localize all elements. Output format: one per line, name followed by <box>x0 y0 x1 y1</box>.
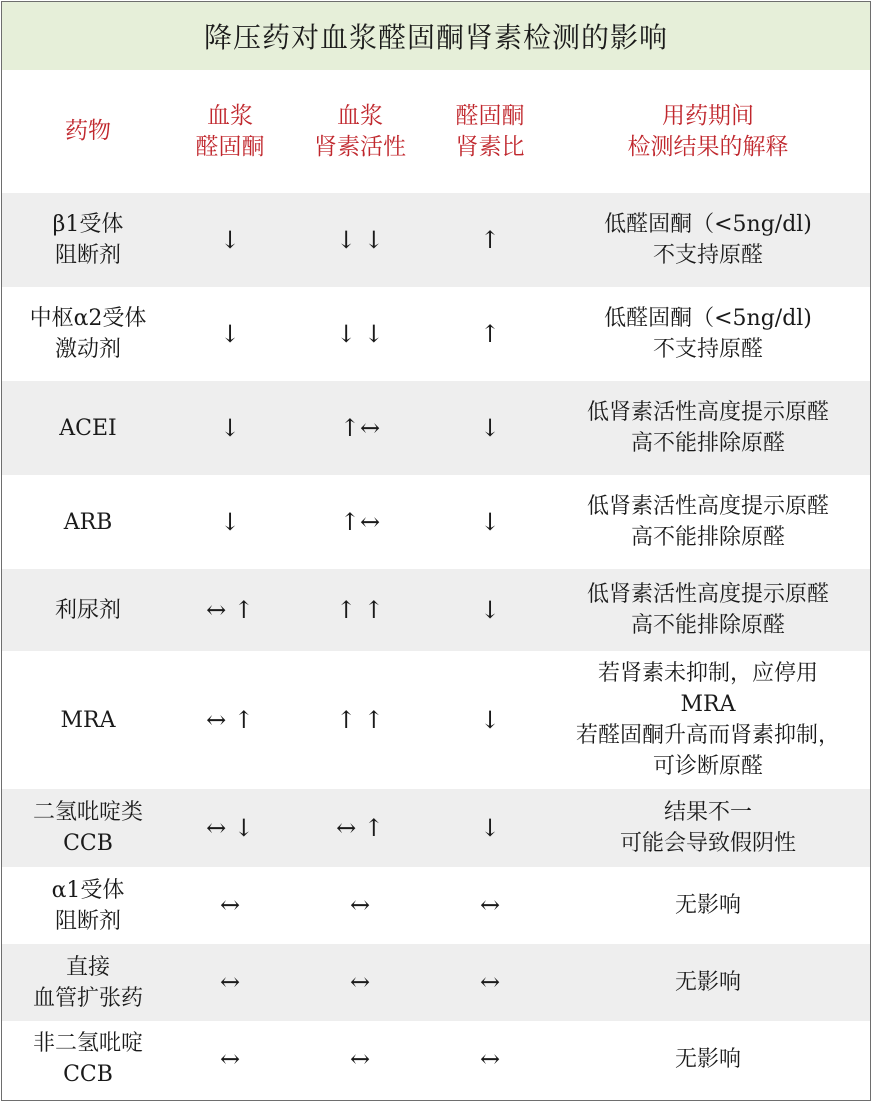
table-row <box>2 651 870 789</box>
table-row <box>2 475 870 569</box>
renin-effect: ↑ ↑ <box>336 705 384 734</box>
table-row <box>2 381 870 475</box>
interpretation: 低醛固酮（<5ng/dl) 不支持原醛 <box>604 306 812 362</box>
drug-name: 直接 血管扩张药 <box>2 944 174 1021</box>
renin-effect: ↔ <box>349 891 371 919</box>
aldosterone-effect: ↓ <box>219 507 241 536</box>
renin-effect: ↑↔ <box>339 507 381 536</box>
ratio-effect: ↓ <box>434 381 546 475</box>
ratio-effect: ↔ <box>434 944 546 1021</box>
table-row <box>2 944 870 1021</box>
drug-name: 二氢吡啶类 CCB <box>2 789 174 867</box>
interpretation: 低醛固酮（<5ng/dl) 不支持原醛 <box>546 193 870 287</box>
table-row <box>2 1021 870 1097</box>
table-row <box>2 789 870 867</box>
table-row <box>2 287 870 381</box>
aldosterone-effect: ↓ <box>174 381 286 475</box>
aldosterone-effect: ↔ <box>219 1044 241 1073</box>
interpretation: 无影响 <box>546 944 870 1021</box>
aldosterone-effect: ↔ <box>219 891 241 919</box>
table-row <box>2 193 870 287</box>
interpretation: 低肾素活性高度提示原醛 高不能排除原醛 <box>546 569 870 651</box>
aldosterone-effect: ↓ <box>219 319 241 348</box>
drug-name: 中枢α2受体 激动剂 <box>29 306 147 362</box>
ratio-effect: ↓ <box>479 705 501 734</box>
interpretation: 低肾素活性高度提示原醛 高不能排除原醛 <box>546 381 870 475</box>
table-title: 降压药对血浆醛固酮肾素检测的影响 <box>2 2 870 70</box>
drug-effect-table <box>2 70 870 1097</box>
drug-name: 非二氢吡啶 CCB <box>32 1031 143 1087</box>
drug-name: ARB <box>63 509 113 535</box>
ratio-effect: ↓ <box>479 507 501 536</box>
ratio-effect: ↔ <box>479 1044 501 1073</box>
aldosterone-effect: ↓ <box>174 193 286 287</box>
interpretation: 低肾素活性高度提示原醛 高不能排除原醛 <box>586 494 829 550</box>
header-row <box>2 70 870 193</box>
ratio-effect: ↑ <box>434 193 546 287</box>
table-row <box>2 867 870 944</box>
renin-effect: ↑ ↑ <box>286 569 434 651</box>
header-drug: 药物 <box>65 118 111 144</box>
header-interpretation: 用药期间 检测结果的解释 <box>627 102 789 160</box>
renin-effect: ↔ <box>349 1044 371 1073</box>
header-plasma-aldosterone: 血浆 醛固酮 <box>195 102 265 160</box>
ratio-effect: ↓ <box>434 789 546 867</box>
aldosterone-effect: ↔ <box>174 944 286 1021</box>
drug-name: α1受体 阻断剂 <box>51 877 125 934</box>
drug-name: MRA <box>60 707 116 733</box>
header-plasma-renin-activity: 血浆 肾素活性 <box>314 102 406 160</box>
renin-effect: ↓ ↓ <box>286 193 434 287</box>
table-row <box>2 569 870 651</box>
renin-effect: ↑↔ <box>286 381 434 475</box>
drug-name: β1受体 阻断剂 <box>2 193 174 287</box>
aldosterone-effect: ↔ ↑ <box>174 569 286 651</box>
aldosterone-effect: ↔ ↑ <box>206 705 254 734</box>
table-frame <box>1 1 871 1101</box>
ratio-effect: ↔ <box>479 891 501 919</box>
ratio-effect: ↓ <box>434 569 546 651</box>
header-aldosterone-renin-ratio: 醛固酮 肾素比 <box>455 102 525 160</box>
interpretation: 若肾素未抑制，应停用 MRA 若醛固酮升高而肾素抑制， 可诊断原醛 <box>575 661 840 779</box>
interpretation: 无影响 <box>674 1046 741 1072</box>
drug-name: ACEI <box>2 381 174 475</box>
renin-effect: ↔ ↑ <box>286 789 434 867</box>
interpretation: 无影响 <box>674 893 741 918</box>
ratio-effect: ↑ <box>479 319 501 348</box>
interpretation: 结果不一 可能会导致假阴性 <box>546 789 870 867</box>
aldosterone-effect: ↔ ↓ <box>174 789 286 867</box>
renin-effect: ↓ ↓ <box>336 319 384 348</box>
renin-effect: ↔ <box>286 944 434 1021</box>
drug-name: 利尿剂 <box>2 569 174 651</box>
